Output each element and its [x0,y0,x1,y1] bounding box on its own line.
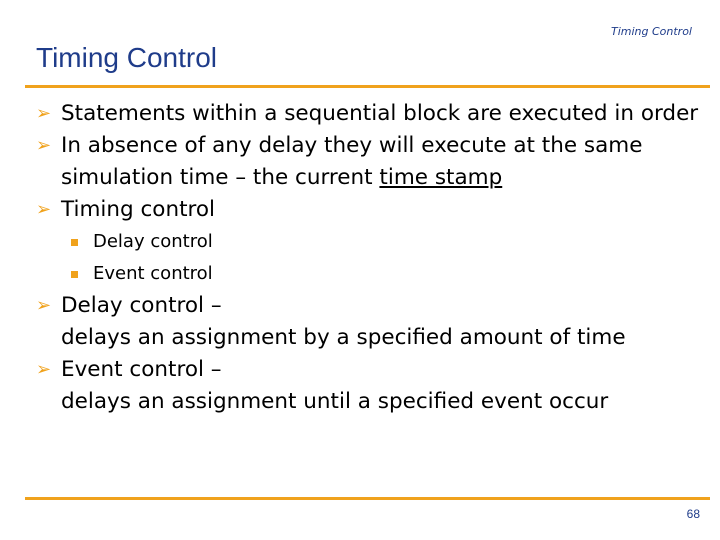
bottom-divider [25,497,710,500]
bullet-text-line: delays an assignment until a specified event occur [61,389,609,414]
slide-title: Timing Control [36,42,218,73]
page-number: 68 [686,507,700,521]
bullet-item [36,354,706,418]
slide-content [36,98,706,418]
arrow-bullet-icon: ➢ [36,295,52,316]
bullet-item [36,290,706,354]
arrow-bullet-icon: ➢ [36,135,52,156]
bullet-text-line: Event control – [61,357,222,382]
bullet-text: In absence of any delay they will execute at the same simulation time – the current [61,133,643,190]
underlined-term: time stamp [379,165,503,190]
bullet-item [36,130,706,194]
square-bullet-icon [71,239,78,246]
bullet-text-line: Delay control – [61,293,222,318]
arrow-bullet-icon: ➢ [36,199,52,220]
top-divider [25,85,710,88]
bullet-item [36,98,706,130]
bullet-item [36,194,706,226]
sub-bullet-item [36,226,706,258]
bullet-text-line: delays an assignment by a specified amount of time [61,325,626,350]
sub-bullet-text: Delay control [93,231,213,252]
sub-bullet-text: Event control [93,263,213,284]
bullet-text: Statements within a sequential block are executed in order [61,101,699,126]
square-bullet-icon [71,271,78,278]
header-tag: Timing Control [610,25,692,38]
arrow-bullet-icon: ➢ [36,359,52,380]
sub-bullet-item [36,258,706,290]
arrow-bullet-icon: ➢ [36,103,52,124]
bullet-text: Timing control [61,197,215,222]
